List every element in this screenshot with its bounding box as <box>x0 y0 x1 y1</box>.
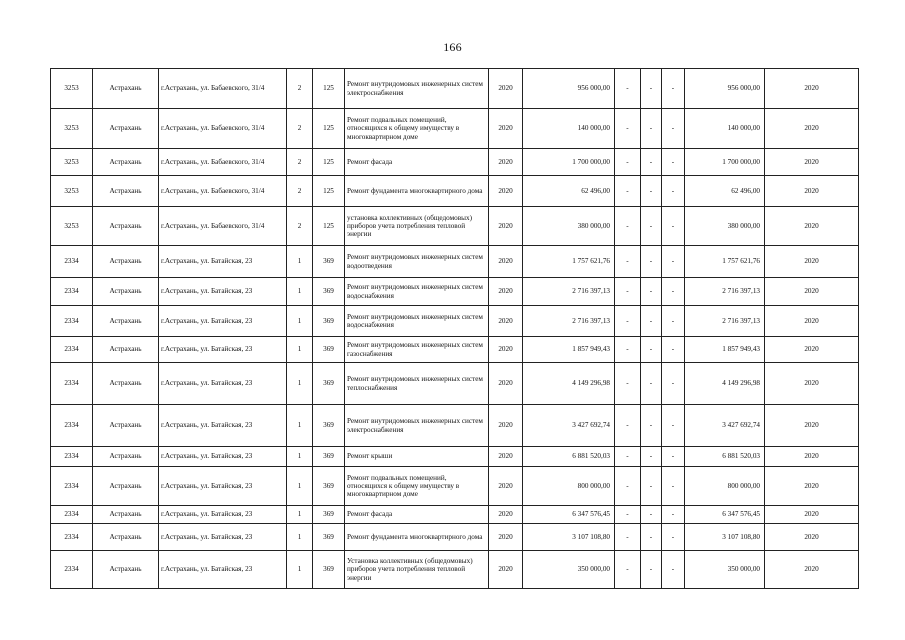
year-cell: 2020 <box>489 551 523 589</box>
fund-1-cell: - <box>615 337 641 363</box>
code-cell: 2334 <box>51 278 93 306</box>
table-row <box>51 524 859 551</box>
work-type-cell: Ремонт крыши <box>345 447 489 467</box>
address-cell: г.Астрахань, ул. Бабаевского, 31/4 <box>159 149 287 176</box>
city-cell: Астрахань <box>93 306 159 337</box>
completion-year-cell: 2020 <box>765 246 859 278</box>
city-cell: Астрахань <box>93 69 159 109</box>
city-cell: Астрахань <box>93 278 159 306</box>
total-cell: 956 000,00 <box>685 69 765 109</box>
fund-3-cell: - <box>662 149 685 176</box>
work-type-cell: Ремонт подвальных помещений, относящихся к общему имуществу в многоквартирном доме <box>345 109 489 149</box>
total-cell: 62 496,00 <box>685 176 765 207</box>
fund-2-cell: - <box>641 363 662 405</box>
code-cell: 3253 <box>51 207 93 246</box>
table-row <box>51 337 859 363</box>
completion-year-cell: 2020 <box>765 467 859 506</box>
address-cell: г.Астрахань, ул. Бабаевского, 31/4 <box>159 176 287 207</box>
table-row <box>51 363 859 405</box>
city-cell: Астрахань <box>93 246 159 278</box>
city-cell: Астрахань <box>93 337 159 363</box>
year-cell: 2020 <box>489 246 523 278</box>
cost-cell: 6 881 520,03 <box>523 447 615 467</box>
total-cell: 2 716 397,13 <box>685 306 765 337</box>
fund-2-cell: - <box>641 149 662 176</box>
cost-cell: 2 716 397,13 <box>523 306 615 337</box>
fund-1-cell: - <box>615 506 641 524</box>
completion-year-cell: 2020 <box>765 447 859 467</box>
fund-3-cell: - <box>662 405 685 447</box>
year-cell: 2020 <box>489 149 523 176</box>
fund-2-cell: - <box>641 207 662 246</box>
completion-year-cell: 2020 <box>765 405 859 447</box>
address-cell: г.Астрахань, ул. Батайская, 23 <box>159 405 287 447</box>
year-cell: 2020 <box>489 363 523 405</box>
total-cell: 800 000,00 <box>685 467 765 506</box>
completion-year-cell: 2020 <box>765 69 859 109</box>
total-cell: 1 857 949,43 <box>685 337 765 363</box>
year-cell: 2020 <box>489 306 523 337</box>
completion-year-cell: 2020 <box>765 176 859 207</box>
address-cell: г.Астрахань, ул. Батайская, 23 <box>159 524 287 551</box>
year-cell: 2020 <box>489 69 523 109</box>
floors-cell: 2 <box>287 207 313 246</box>
floors-cell: 1 <box>287 363 313 405</box>
address-cell: г.Астрахань, ул. Батайская, 23 <box>159 306 287 337</box>
fund-1-cell: - <box>615 447 641 467</box>
code-cell: 3253 <box>51 149 93 176</box>
address-cell: г.Астрахань, ул. Батайская, 23 <box>159 447 287 467</box>
work-type-cell: Ремонт фундамента многоквартирного дома <box>345 524 489 551</box>
fund-2-cell: - <box>641 337 662 363</box>
fund-3-cell: - <box>662 363 685 405</box>
city-cell: Астрахань <box>93 149 159 176</box>
fund-2-cell: - <box>641 69 662 109</box>
city-cell: Астрахань <box>93 207 159 246</box>
apartments-cell: 369 <box>313 278 345 306</box>
floors-cell: 2 <box>287 149 313 176</box>
table-row <box>51 506 859 524</box>
fund-2-cell: - <box>641 176 662 207</box>
work-type-cell: Ремонт фундамента многоквартирного дома <box>345 176 489 207</box>
year-cell: 2020 <box>489 337 523 363</box>
floors-cell: 2 <box>287 69 313 109</box>
total-cell: 3 107 108,80 <box>685 524 765 551</box>
fund-3-cell: - <box>662 69 685 109</box>
apartments-cell: 125 <box>313 149 345 176</box>
year-cell: 2020 <box>489 467 523 506</box>
cost-cell: 62 496,00 <box>523 176 615 207</box>
floors-cell: 1 <box>287 337 313 363</box>
table-row <box>51 405 859 447</box>
work-type-cell: Ремонт внутридомовых инженерных систем водоснабжения <box>345 278 489 306</box>
code-cell: 2334 <box>51 467 93 506</box>
address-cell: г.Астрахань, ул. Батайская, 23 <box>159 363 287 405</box>
address-cell: г.Астрахань, ул. Батайская, 23 <box>159 246 287 278</box>
fund-3-cell: - <box>662 109 685 149</box>
floors-cell: 1 <box>287 278 313 306</box>
floors-cell: 1 <box>287 306 313 337</box>
city-cell: Астрахань <box>93 467 159 506</box>
address-cell: г.Астрахань, ул. Батайская, 23 <box>159 337 287 363</box>
fund-3-cell: - <box>662 306 685 337</box>
apartments-cell: 369 <box>313 524 345 551</box>
cost-cell: 2 716 397,13 <box>523 278 615 306</box>
work-type-cell: Ремонт внутридомовых инженерных систем водоотведения <box>345 246 489 278</box>
fund-1-cell: - <box>615 176 641 207</box>
work-type-cell: установка коллективных (общедомовых) приборов учета потребления тепловой энергии <box>345 207 489 246</box>
city-cell: Астрахань <box>93 363 159 405</box>
year-cell: 2020 <box>489 109 523 149</box>
fund-3-cell: - <box>662 337 685 363</box>
work-type-cell: Ремонт внутридомовых инженерных систем электроснабжения <box>345 405 489 447</box>
floors-cell: 2 <box>287 109 313 149</box>
code-cell: 2334 <box>51 246 93 278</box>
fund-3-cell: - <box>662 524 685 551</box>
year-cell: 2020 <box>489 447 523 467</box>
cost-cell: 350 000,00 <box>523 551 615 589</box>
apartments-cell: 125 <box>313 69 345 109</box>
fund-1-cell: - <box>615 149 641 176</box>
table-row <box>51 467 859 506</box>
year-cell: 2020 <box>489 278 523 306</box>
fund-2-cell: - <box>641 524 662 551</box>
cost-cell: 3 107 108,80 <box>523 524 615 551</box>
apartments-cell: 125 <box>313 207 345 246</box>
code-cell: 2334 <box>51 363 93 405</box>
code-cell: 2334 <box>51 524 93 551</box>
total-cell: 140 000,00 <box>685 109 765 149</box>
city-cell: Астрахань <box>93 109 159 149</box>
address-cell: г.Астрахань, ул. Бабаевского, 31/4 <box>159 69 287 109</box>
floors-cell: 1 <box>287 506 313 524</box>
repair-program-table <box>50 68 859 589</box>
work-type-cell: Ремонт внутридомовых инженерных систем водоснабжения <box>345 306 489 337</box>
apartments-cell: 369 <box>313 551 345 589</box>
table-row <box>51 69 859 109</box>
fund-2-cell: - <box>641 551 662 589</box>
fund-3-cell: - <box>662 506 685 524</box>
fund-1-cell: - <box>615 467 641 506</box>
cost-cell: 956 000,00 <box>523 69 615 109</box>
apartments-cell: 369 <box>313 337 345 363</box>
table-row <box>51 278 859 306</box>
apartments-cell: 369 <box>313 506 345 524</box>
apartments-cell: 125 <box>313 109 345 149</box>
fund-3-cell: - <box>662 467 685 506</box>
fund-1-cell: - <box>615 246 641 278</box>
code-cell: 3253 <box>51 69 93 109</box>
code-cell: 2334 <box>51 337 93 363</box>
floors-cell: 1 <box>287 246 313 278</box>
fund-2-cell: - <box>641 109 662 149</box>
apartments-cell: 369 <box>313 363 345 405</box>
floors-cell: 2 <box>287 176 313 207</box>
fund-3-cell: - <box>662 551 685 589</box>
address-cell: г.Астрахань, ул. Батайская, 23 <box>159 467 287 506</box>
fund-3-cell: - <box>662 246 685 278</box>
work-type-cell: Ремонт подвальных помещений, относящихся к общему имуществу в многоквартирном доме <box>345 467 489 506</box>
floors-cell: 1 <box>287 524 313 551</box>
cost-cell: 3 427 692,74 <box>523 405 615 447</box>
table-row <box>51 447 859 467</box>
cost-cell: 6 347 576,45 <box>523 506 615 524</box>
year-cell: 2020 <box>489 524 523 551</box>
cost-cell: 140 000,00 <box>523 109 615 149</box>
total-cell: 1 757 621,76 <box>685 246 765 278</box>
total-cell: 6 881 520,03 <box>685 447 765 467</box>
work-type-cell: Ремонт внутридомовых инженерных систем электроснабжения <box>345 69 489 109</box>
cost-cell: 4 149 296,98 <box>523 363 615 405</box>
fund-1-cell: - <box>615 363 641 405</box>
fund-2-cell: - <box>641 467 662 506</box>
completion-year-cell: 2020 <box>765 363 859 405</box>
year-cell: 2020 <box>489 506 523 524</box>
year-cell: 2020 <box>489 176 523 207</box>
address-cell: г.Астрахань, ул. Бабаевского, 31/4 <box>159 109 287 149</box>
completion-year-cell: 2020 <box>765 207 859 246</box>
city-cell: Астрахань <box>93 524 159 551</box>
code-cell: 2334 <box>51 405 93 447</box>
city-cell: Астрахань <box>93 551 159 589</box>
cost-cell: 800 000,00 <box>523 467 615 506</box>
completion-year-cell: 2020 <box>765 306 859 337</box>
completion-year-cell: 2020 <box>765 278 859 306</box>
floors-cell: 1 <box>287 467 313 506</box>
table-body <box>51 69 859 589</box>
page-number: 166 <box>443 40 462 54</box>
total-cell: 4 149 296,98 <box>685 363 765 405</box>
work-type-cell: Ремонт фасада <box>345 506 489 524</box>
cost-cell: 1 857 949,43 <box>523 337 615 363</box>
fund-1-cell: - <box>615 524 641 551</box>
fund-2-cell: - <box>641 278 662 306</box>
year-cell: 2020 <box>489 405 523 447</box>
address-cell: г.Астрахань, ул. Батайская, 23 <box>159 506 287 524</box>
fund-2-cell: - <box>641 447 662 467</box>
fund-1-cell: - <box>615 551 641 589</box>
fund-3-cell: - <box>662 278 685 306</box>
total-cell: 6 347 576,45 <box>685 506 765 524</box>
fund-1-cell: - <box>615 405 641 447</box>
cost-cell: 1 757 621,76 <box>523 246 615 278</box>
year-cell: 2020 <box>489 207 523 246</box>
completion-year-cell: 2020 <box>765 337 859 363</box>
total-cell: 3 427 692,74 <box>685 405 765 447</box>
floors-cell: 1 <box>287 447 313 467</box>
table-row <box>51 109 859 149</box>
total-cell: 380 000,00 <box>685 207 765 246</box>
apartments-cell: 369 <box>313 447 345 467</box>
fund-3-cell: - <box>662 176 685 207</box>
table-row <box>51 176 859 207</box>
table-row <box>51 246 859 278</box>
apartments-cell: 369 <box>313 467 345 506</box>
work-type-cell: Ремонт фасада <box>345 149 489 176</box>
total-cell: 2 716 397,13 <box>685 278 765 306</box>
code-cell: 2334 <box>51 551 93 589</box>
city-cell: Астрахань <box>93 405 159 447</box>
city-cell: Астрахань <box>93 506 159 524</box>
work-type-cell: Установка коллективных (общедомовых) приборов учета потребления тепловой энергии <box>345 551 489 589</box>
city-cell: Астрахань <box>93 176 159 207</box>
fund-1-cell: - <box>615 306 641 337</box>
code-cell: 2334 <box>51 506 93 524</box>
code-cell: 2334 <box>51 306 93 337</box>
table-row <box>51 551 859 589</box>
fund-1-cell: - <box>615 109 641 149</box>
table-row <box>51 149 859 176</box>
completion-year-cell: 2020 <box>765 524 859 551</box>
completion-year-cell: 2020 <box>765 149 859 176</box>
total-cell: 350 000,00 <box>685 551 765 589</box>
apartments-cell: 369 <box>313 405 345 447</box>
fund-3-cell: - <box>662 207 685 246</box>
fund-2-cell: - <box>641 306 662 337</box>
table-row <box>51 306 859 337</box>
code-cell: 3253 <box>51 176 93 207</box>
work-type-cell: Ремонт внутридомовых инженерных систем теплоснабжения <box>345 363 489 405</box>
floors-cell: 1 <box>287 405 313 447</box>
fund-1-cell: - <box>615 69 641 109</box>
work-type-cell: Ремонт внутридомовых инженерных систем газоснабжения <box>345 337 489 363</box>
cost-cell: 380 000,00 <box>523 207 615 246</box>
fund-3-cell: - <box>662 447 685 467</box>
code-cell: 3253 <box>51 109 93 149</box>
floors-cell: 1 <box>287 551 313 589</box>
total-cell: 1 700 000,00 <box>685 149 765 176</box>
code-cell: 2334 <box>51 447 93 467</box>
fund-2-cell: - <box>641 405 662 447</box>
apartments-cell: 369 <box>313 306 345 337</box>
address-cell: г.Астрахань, ул. Батайская, 23 <box>159 551 287 589</box>
table-row <box>51 207 859 246</box>
address-cell: г.Астрахань, ул. Батайская, 23 <box>159 278 287 306</box>
apartments-cell: 369 <box>313 246 345 278</box>
cost-cell: 1 700 000,00 <box>523 149 615 176</box>
fund-1-cell: - <box>615 278 641 306</box>
fund-2-cell: - <box>641 506 662 524</box>
address-cell: г.Астрахань, ул. Бабаевского, 31/4 <box>159 207 287 246</box>
fund-1-cell: - <box>615 207 641 246</box>
city-cell: Астрахань <box>93 447 159 467</box>
completion-year-cell: 2020 <box>765 506 859 524</box>
apartments-cell: 125 <box>313 176 345 207</box>
fund-2-cell: - <box>641 246 662 278</box>
completion-year-cell: 2020 <box>765 109 859 149</box>
completion-year-cell: 2020 <box>765 551 859 589</box>
